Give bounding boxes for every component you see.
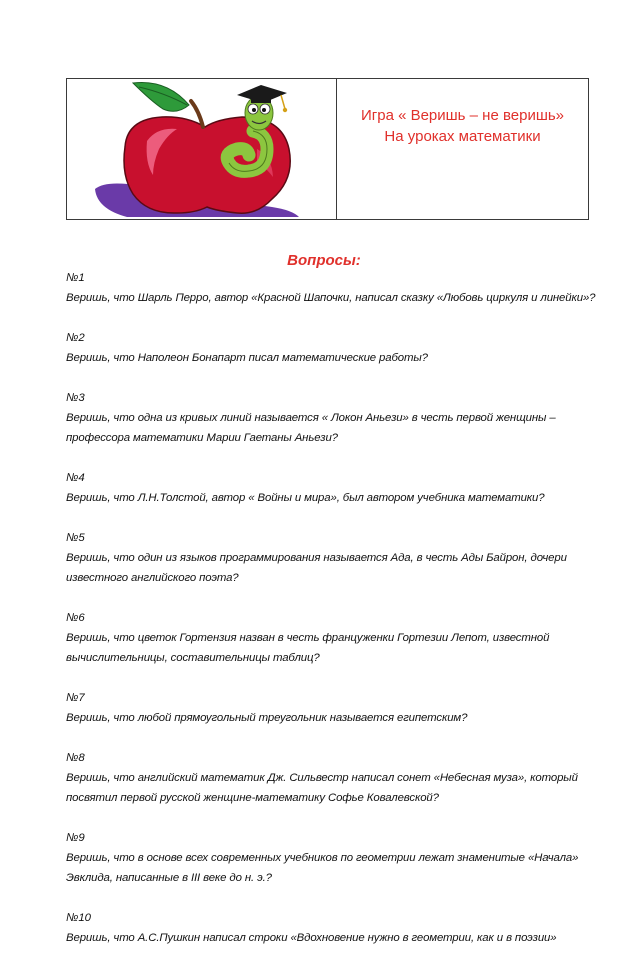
question-item [66,328,596,368]
header-title-cell [337,79,588,219]
question-text: Веришь, что Л.Н.Толстой, автор « Войны и мира», был автором учебника математики? [66,492,545,504]
question-number: №1 [66,272,85,284]
question-text: Веришь, что в основе всех современных учебников по геометрии лежат знаменитые «Начала» Эвклида, написанные в III веке до н. э.? [66,852,579,884]
question-item [66,828,596,888]
question-number: №4 [66,472,85,484]
question-item [66,688,596,728]
question-text: Веришь, что одна из кривых линий называется « Локон Аньези» в честь первой женщины – профессора математики Марии Гаетаны Аньези? [66,412,556,444]
header-illustration-cell [67,79,337,219]
apple-with-graduate-worm-icon [67,79,335,219]
question-item [66,268,596,308]
question-number: №7 [66,692,85,704]
question-text: Веришь, что Шарль Перро, автор «Красной Шапочки, написал сказку «Любовь циркуля и линейки»? [66,292,596,304]
question-number: №2 [66,332,85,344]
question-text: Веришь, что любой прямоугольный треугольник называется египетским? [66,712,468,724]
question-item [66,908,596,948]
question-number: №6 [66,612,85,624]
question-item [66,608,596,668]
question-number: №3 [66,392,85,404]
question-item [66,388,596,448]
question-number: №5 [66,532,85,544]
question-item [66,528,596,588]
question-text: Веришь, что английский математик Дж. Сильвестр написал сонет «Небесная муза», который посвятил первой русской женщине-математику Софье Ковалевской? [66,772,578,804]
question-text: Веришь, что А.С.Пушкин написал строки «Вдохновение нужно в геометрии, как и в поэзии» [66,932,557,944]
question-text: Веришь, что один из языков программирования называется Ада, в честь Ады Байрон, дочери известного английского поэта? [66,552,567,584]
header-table [66,78,589,220]
question-item [66,468,596,508]
questions-list [66,268,596,968]
questions-heading: Вопросы: [287,252,361,269]
question-number: №8 [66,752,85,764]
question-number: №10 [66,912,92,924]
question-text: Веришь, что цветок Гортензия назван в честь француженки Гортезии Лепот, известной вычислительницы, составительницы таблиц? [66,632,550,664]
question-text: Веришь, что Наполеон Бонапарт писал математические работы? [66,352,428,364]
question-number: №9 [66,832,85,844]
question-item [66,748,596,808]
header-title-line2: На уроках математики [384,128,541,145]
header-title-line1: Игра « Веришь – не веришь» [360,107,565,124]
